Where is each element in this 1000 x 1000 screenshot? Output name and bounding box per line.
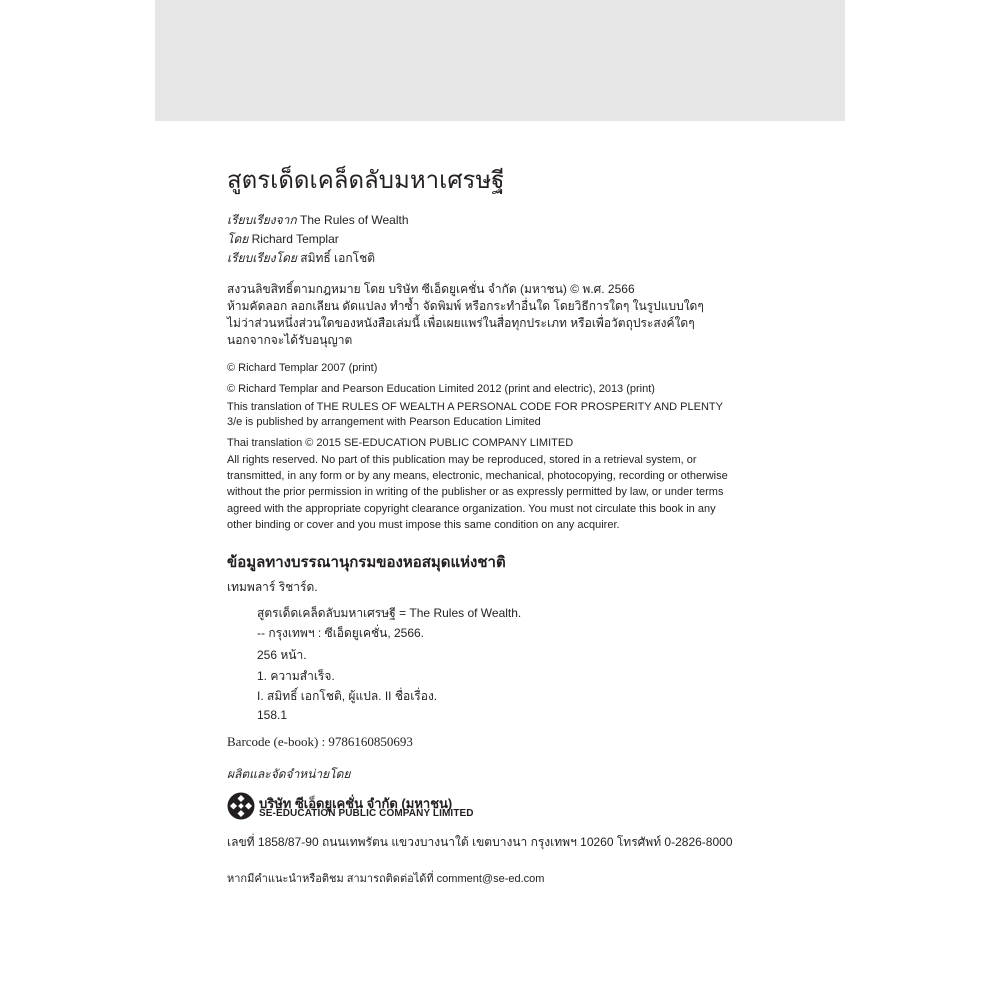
contact-line: หากมีคำแนะนำหรือติชม สามารถติดต่อได้ที่ comment@se-ed.com bbox=[227, 873, 545, 885]
publisher-label: ผลิตและจัดจำหน่ายโดย bbox=[227, 767, 351, 781]
thai-translation-copyright: Thai translation © 2015 SE-EDUCATION PUBLIC COMPANY LIMITED bbox=[227, 437, 574, 449]
thai-rights-line: สงวนลิขสิทธิ์ตามกฎหมาย โดย บริษัท ซีเอ็ดยูเคชั่น จำกัด (มหาชน) © พ.ศ. 2566 bbox=[227, 282, 635, 296]
copyright-line-1: © Richard Templar 2007 (print) bbox=[227, 362, 378, 374]
credit-source-value: The Rules of Wealth bbox=[300, 213, 409, 227]
credit-author-value: Richard Templar bbox=[251, 232, 339, 246]
publisher-name-thai: บริษัท ซีเอ็ดยูเคชั่น จำกัด (มหาชน) bbox=[259, 796, 453, 811]
thai-rights-notice bbox=[227, 281, 704, 349]
cip-entry-pages: 256 หน้า. bbox=[257, 648, 307, 662]
rights-line: other binding or cover and you must impose this same condition on any acquirer. bbox=[227, 518, 620, 531]
book-credits bbox=[227, 211, 409, 268]
rights-line: transmitted, in any form or by any means, electronic, mechanical, photocopying, recording or otherwise bbox=[227, 470, 728, 483]
credit-source-label: เรียบเรียงจาก bbox=[227, 213, 297, 227]
credit-translator bbox=[227, 249, 409, 268]
translation-notice-line: 3/e is published by arrangement with Pearson Education Limited bbox=[227, 416, 541, 428]
cip-author: เทมพลาร์ ริชาร์ด. bbox=[227, 580, 318, 594]
cip-entry-publication: -- กรุงเทพฯ : ซีเอ็ดยูเคชั่น, 2566. bbox=[257, 626, 425, 640]
cip-entry-title: สูตรเด็ดเคล็ดลับมหาเศรษฐี = The Rules of Wealth. bbox=[257, 606, 522, 620]
top-gray-band bbox=[155, 0, 845, 121]
book-title: สูตรเด็ดเคล็ดลับมหาเศรษฐี bbox=[227, 167, 505, 194]
se-ed-logo-icon bbox=[227, 792, 255, 820]
thai-rights-line: ห้ามคัดลอก ลอกเลียน ดัดแปลง ทำซ้ำ จัดพิมพ์ หรือกระทำอื่นใด โดยวิธีการใดๆ ในรูปแบบใดๆ bbox=[227, 299, 704, 313]
translation-notice bbox=[227, 400, 723, 430]
all-rights-reserved bbox=[227, 452, 728, 533]
barcode-ebook: Barcode (e-book) : 9786160850693 bbox=[227, 734, 413, 749]
cip-entry-classification: 158.1 bbox=[257, 708, 288, 722]
publisher-name-english: SE-EDUCATION PUBLIC COMPANY LIMITED bbox=[259, 808, 474, 819]
translation-notice-line: This translation of THE RULES OF WEALTH A PERSONAL CODE FOR PROSPERITY AND PLENTY bbox=[227, 401, 723, 413]
cip-entry-added: I. สมิทธิ์ เอกโชติ, ผู้แปล. II ชื่อเรื่อง. bbox=[257, 689, 438, 703]
rights-line: agreed with the appropriate copyright clearance organization. You must not circulate this book in any bbox=[227, 502, 716, 515]
copyright-page bbox=[155, 0, 845, 1000]
rights-line: All rights reserved. No part of this publication may be reproduced, stored in a retrieval system, or bbox=[227, 454, 697, 466]
credit-translator-value: สมิทธิ์ เอกโชติ bbox=[300, 251, 376, 265]
credit-author bbox=[227, 230, 409, 249]
thai-rights-line: ไม่ว่าส่วนหนึ่งส่วนใดของหนังสือเล่มนี้ เพื่อเผยแพร่ในสื่อทุกประเภท หรือเพื่อวัตถุประสงค์ใดๆ bbox=[227, 316, 695, 330]
credit-author-label: โดย bbox=[227, 232, 249, 246]
publisher-address: เลขที่ 1858/87-90 ถนนเทพรัตน แขวงบางนาใต้ เขตบางนา กรุงเทพฯ 10260 โทรศัพท์ 0-2826-8000 bbox=[227, 835, 733, 849]
copyright-line-2: © Richard Templar and Pearson Education Limited 2012 (print and electric), 2013 (print) bbox=[227, 383, 655, 395]
cip-heading: ข้อมูลทางบรรณานุกรมของหอสมุดแห่งชาติ bbox=[227, 555, 506, 571]
rights-line: without the prior permission in writing of the publisher or as expressly permitted by law, or under terms bbox=[227, 486, 724, 499]
credit-source bbox=[227, 211, 409, 230]
credit-translator-label: เรียบเรียงโดย bbox=[227, 251, 297, 265]
publisher-block bbox=[227, 792, 547, 822]
cip-entry-subject: 1. ความสำเร็จ. bbox=[257, 669, 335, 683]
thai-rights-line: นอกจากจะได้รับอนุญาต bbox=[227, 333, 353, 347]
